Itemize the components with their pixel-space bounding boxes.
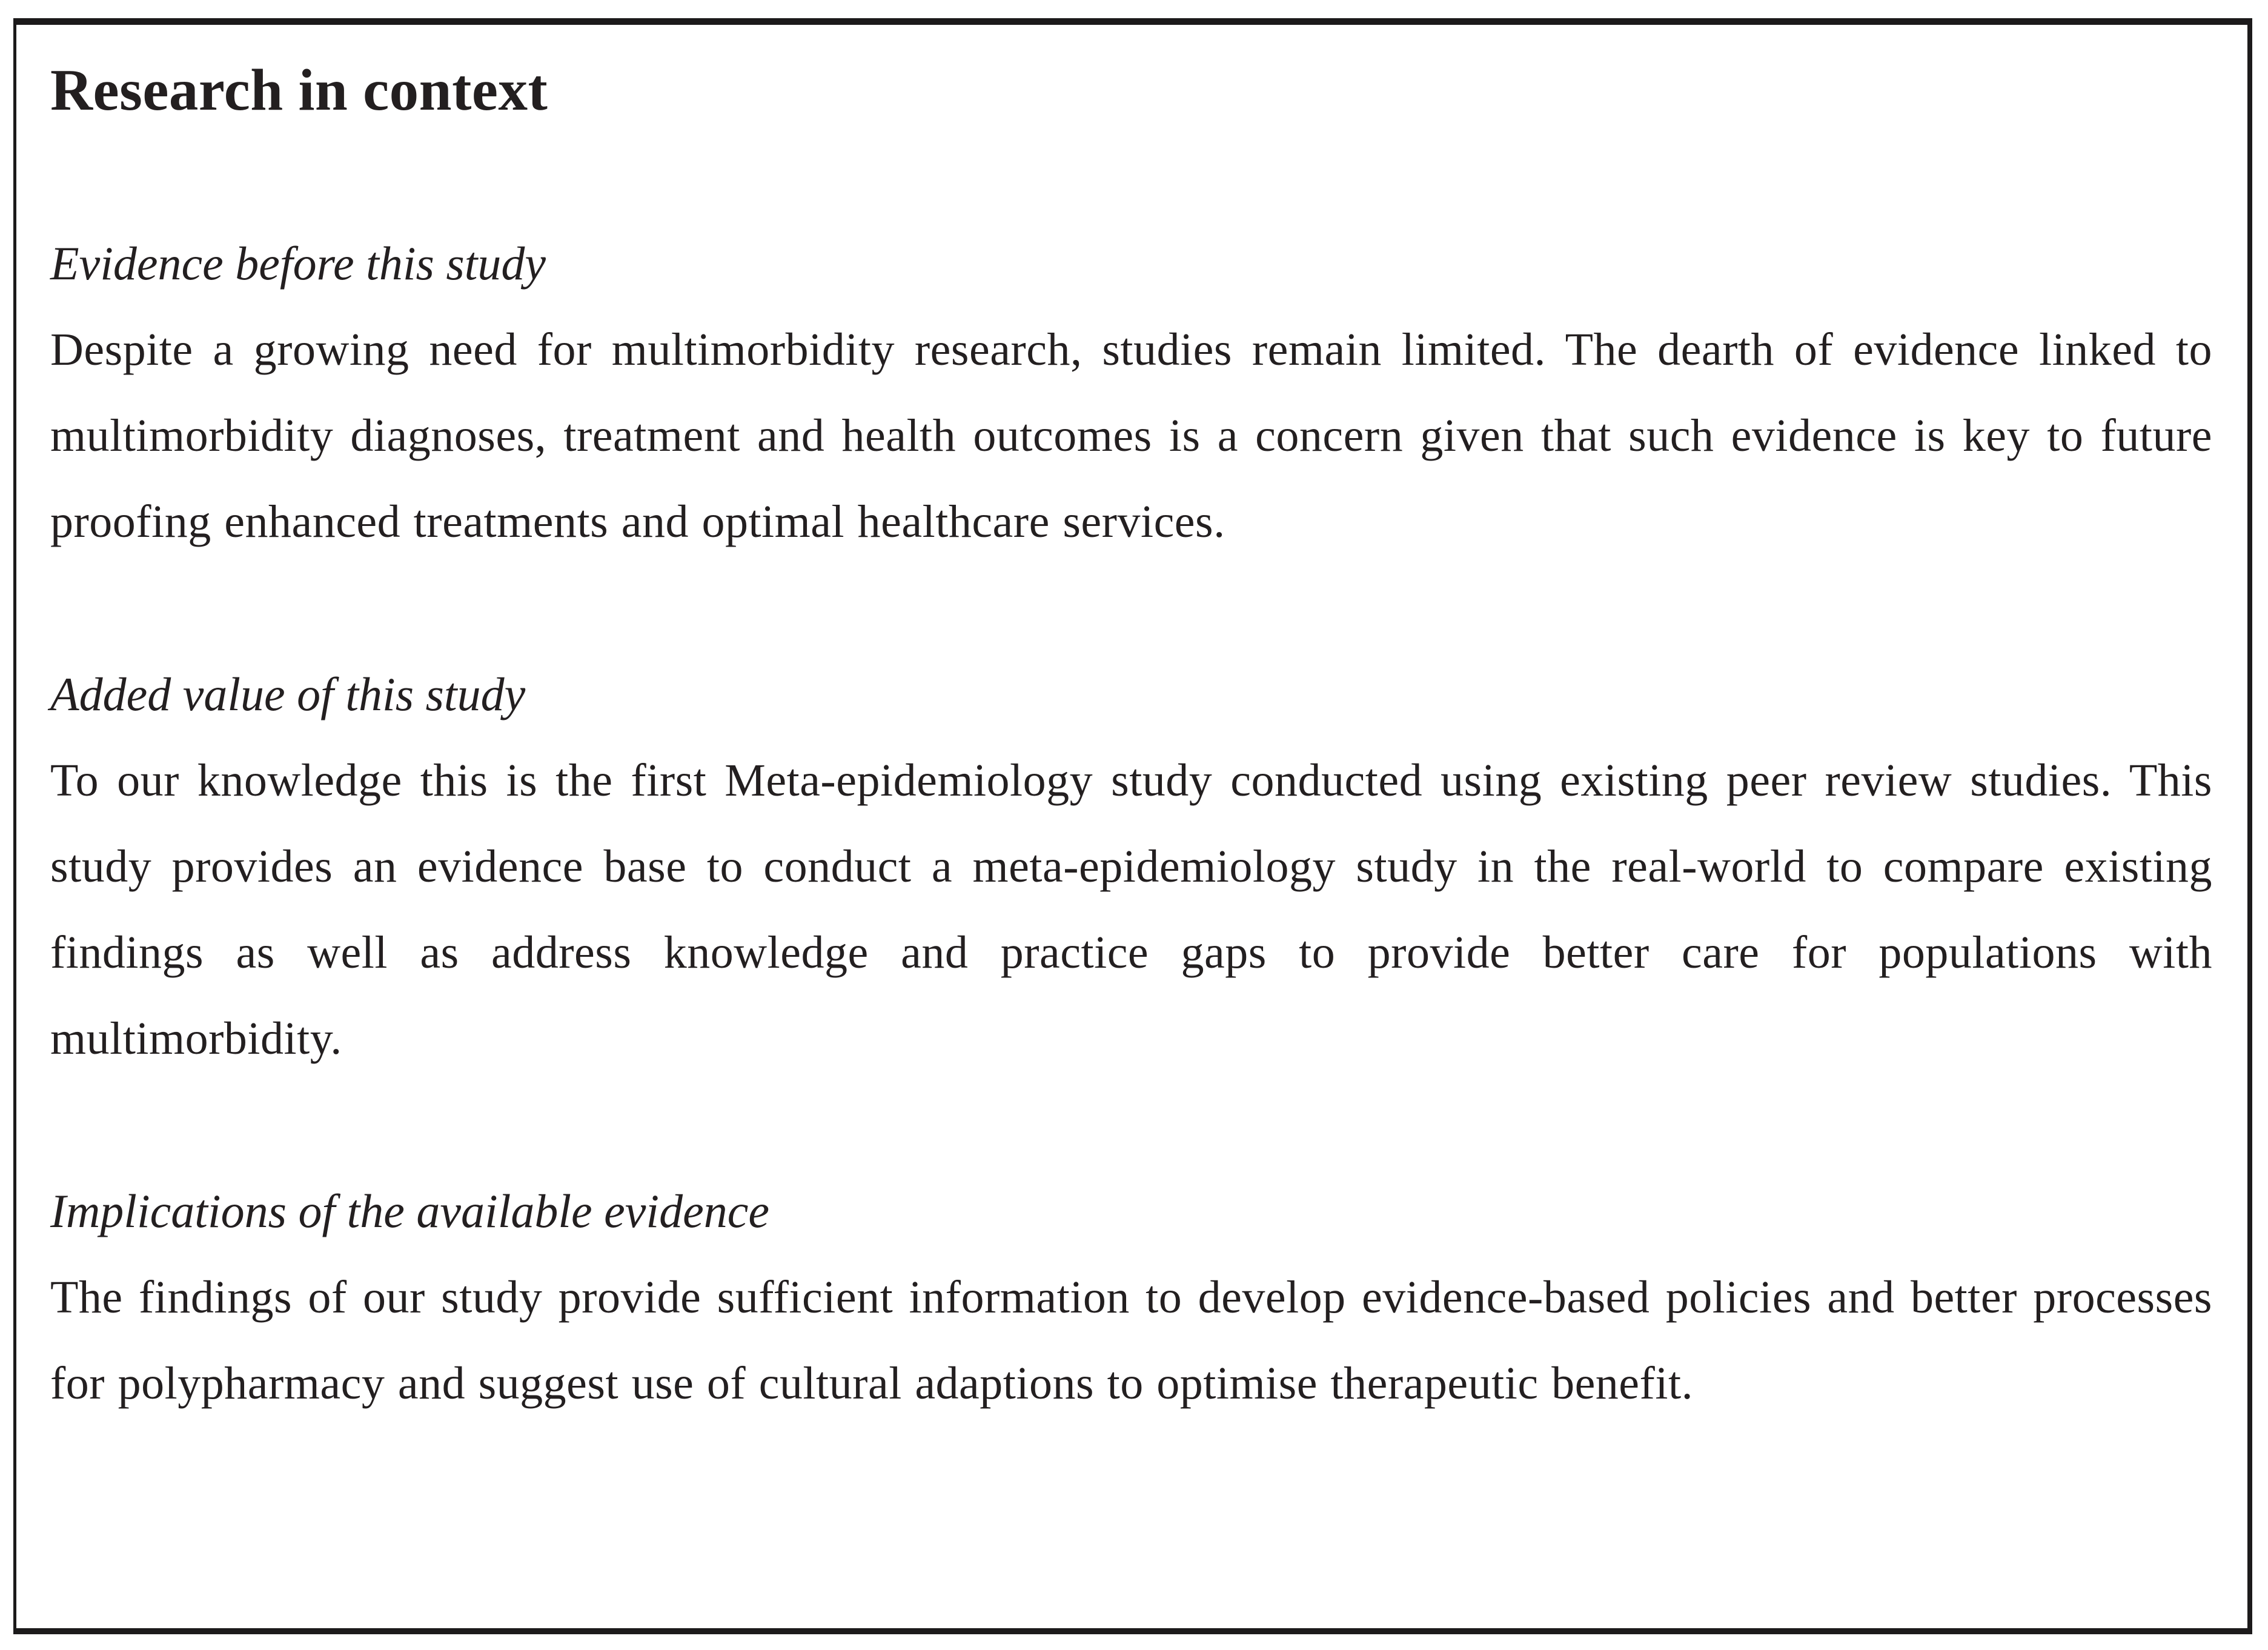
- section-body: To our knowledge this is the first Meta-epidemiology study conducted using existing peer review studies. This study provides an evidence base to conduct a meta-epidemiology study in the real-world to compare existing findings as well as address knowledge and practice gaps to provide better care for populations with multimorbidity.: [50, 755, 2212, 1064]
- panel-title: Research in context: [50, 58, 548, 122]
- section-implications-of-available-evidence: [50, 1168, 2212, 1426]
- section-body: The findings of our study provide sufficient information to develop evidence-based policies and better processes for polypharmacy and suggest use of cultural adaptions to optimise therapeutic benefit.: [50, 1272, 2212, 1409]
- section-heading: Evidence before this study: [50, 237, 546, 290]
- section-added-value-of-this-study: [50, 651, 2212, 1082]
- section-body: Despite a growing need for multimorbidity research, studies remain limited. The dearth of evidence linked to multimorbidity diagnoses, treatment and health outcomes is a concern given that such evidence is key to future proofing enhanced treatments and optimal healthcare services.: [50, 324, 2212, 547]
- section-heading: Implications of the available evidence: [50, 1185, 769, 1237]
- section-evidence-before-this-study: [50, 221, 2212, 565]
- research-in-context-panel: [13, 18, 2252, 1634]
- section-heading: Added value of this study: [50, 668, 526, 720]
